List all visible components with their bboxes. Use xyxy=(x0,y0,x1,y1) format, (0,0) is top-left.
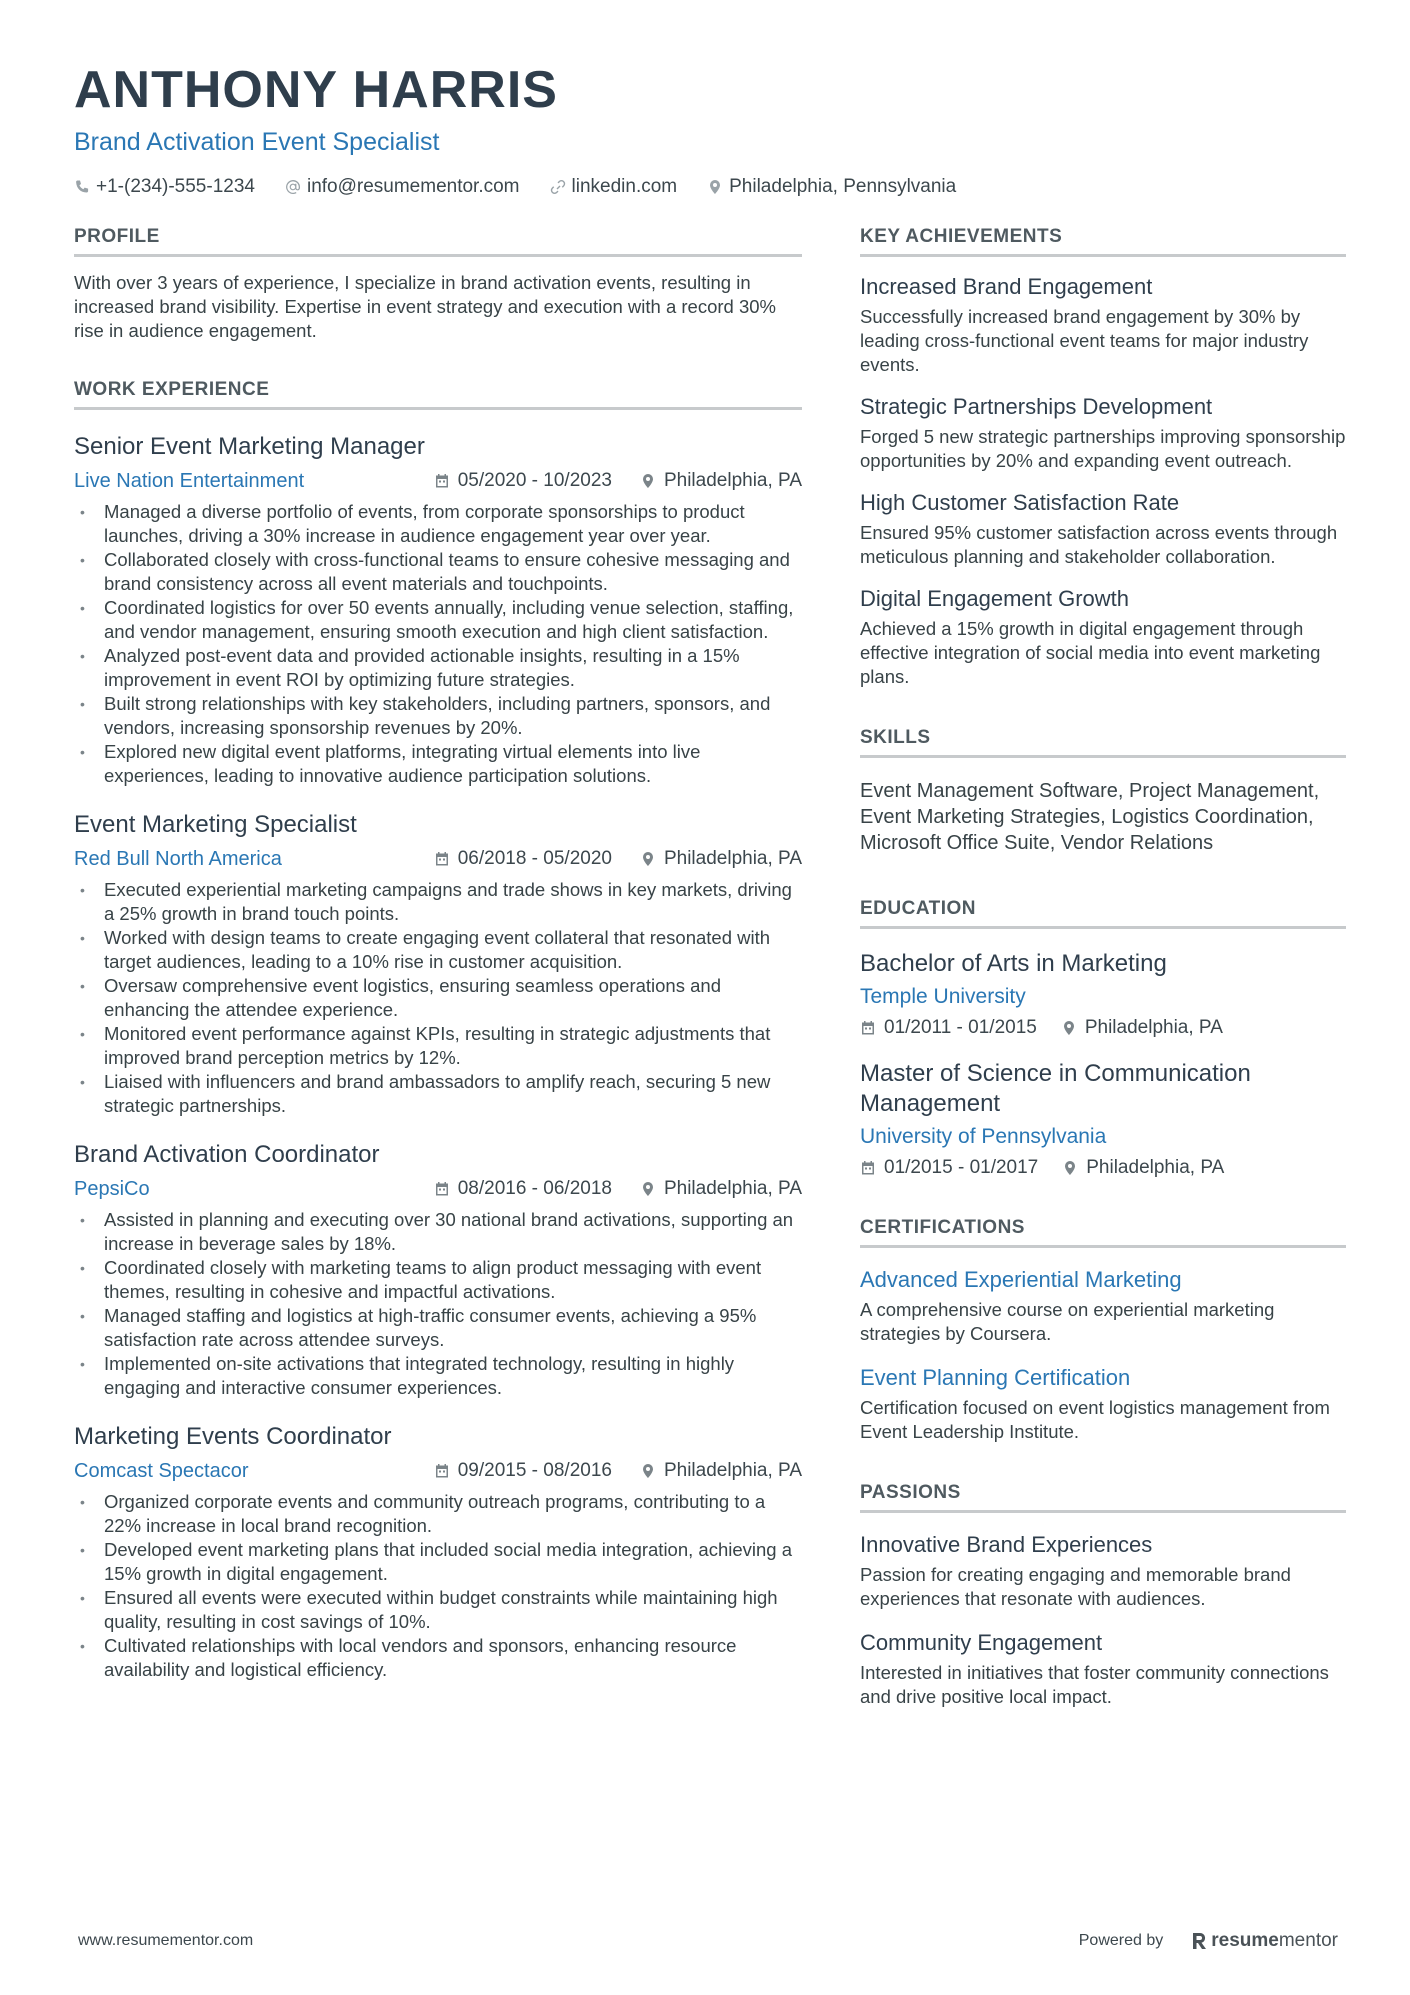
education-dates-text: 01/2015 - 01/2017 xyxy=(884,1157,1039,1178)
education-meta xyxy=(860,1017,1346,1039)
job-meta xyxy=(74,1176,802,1202)
job-location-text: Philadelphia, PA xyxy=(663,1460,802,1481)
email-text: info@resumementor.com xyxy=(306,176,520,197)
bullet-item: • Coordinated logistics for over 50 events annually, including venue selection, staffing, and vendor management, ensuring smooth execution and high client satisfaction. xyxy=(74,596,802,644)
job-dates xyxy=(434,1176,612,1202)
passion-title: Community Engagement xyxy=(860,1630,1103,1655)
achievement-item xyxy=(860,585,1346,689)
bullet-item: • Managed a diverse portfolio of events, from corporate sponsorships to product launches, driving a 30% increase in audience engagement year over year. xyxy=(74,500,802,548)
job-entry xyxy=(74,1140,802,1400)
bullet-item: • Monitored event performance against KPIs, resulting in strategic adjustments that improved brand perception metrics by 12%. xyxy=(74,1022,802,1070)
candidate-role: Brand Activation Event Specialist xyxy=(74,128,440,156)
map-pin-icon xyxy=(640,851,656,867)
job-bullets xyxy=(74,1208,802,1400)
company-name: Red Bull North America xyxy=(74,848,282,870)
bullet-item: • Developed event marketing plans that included social media integration, achieving a 15% growth in digital engagement. xyxy=(74,1538,802,1586)
education-location xyxy=(1062,1157,1224,1179)
contact-phone xyxy=(74,176,255,198)
job-meta xyxy=(74,468,802,494)
map-pin-icon xyxy=(1062,1160,1078,1176)
achievement-list xyxy=(860,273,1346,689)
job-entry xyxy=(74,810,802,1118)
map-pin-icon xyxy=(1061,1020,1077,1036)
logo-bold-text: resume xyxy=(1211,1930,1279,1951)
calendar-icon xyxy=(434,1181,450,1197)
job-location-text: Philadelphia, PA xyxy=(663,1178,802,1199)
link-icon xyxy=(550,179,566,195)
job-location-text: Philadelphia, PA xyxy=(663,848,802,869)
job-meta-right xyxy=(434,846,802,872)
bullet-item: • Coordinated closely with marketing teams to align product messaging with event themes, resulting in cohesive and impactful activations. xyxy=(74,1256,802,1304)
certification-title[interactable]: Event Planning Certification xyxy=(860,1365,1131,1390)
education-location-text: Philadelphia, PA xyxy=(1084,1017,1223,1038)
logo-rest-text: mentor xyxy=(1278,1930,1338,1951)
bullet-item: • Assisted in planning and executing over 30 national brand activations, supporting an increase in beverage sales by 18%. xyxy=(74,1208,802,1256)
bullet-item: • Worked with design teams to create engaging event collateral that resonated with target audiences, leading to a 10% rise in customer acquisition. xyxy=(74,926,802,974)
school-name: University of Pennsylvania xyxy=(860,1125,1107,1148)
job-list xyxy=(74,432,802,1682)
job-location-text: Philadelphia, PA xyxy=(663,470,802,491)
contact-location xyxy=(707,176,956,198)
achievement-desc: Achieved a 15% growth in digital engagement through effective integration of social media into event marketing plans. xyxy=(860,618,1321,687)
job-location xyxy=(640,846,802,872)
bullet-item: • Organized corporate events and community outreach programs, contributing to a 22% increase in local brand recognition. xyxy=(74,1490,802,1538)
bullet-item: • Executed experiential marketing campaigns and trade shows in key markets, driving a 25% growth in brand touch points. xyxy=(74,878,802,926)
profile-text: With over 3 years of experience, I specialize in brand activation events, resulting in increased brand visibility. Expertise in event strategy and execution with a record 30% rise in audience engagement. xyxy=(74,272,776,341)
certification-desc: Certification focused on event logistics management from Event Leadership Institute. xyxy=(860,1397,1330,1442)
education-list xyxy=(860,949,1346,1179)
passion-desc: Passion for creating engaging and memorable brand experiences that resonate with audiences. xyxy=(860,1564,1291,1609)
job-meta xyxy=(74,1458,802,1484)
certification-list xyxy=(860,1266,1346,1444)
page-footer xyxy=(78,1930,1338,1952)
achievements-heading: KEY ACHIEVEMENTS xyxy=(860,226,1346,257)
education-heading: EDUCATION xyxy=(860,898,1346,929)
job-location xyxy=(640,1458,802,1484)
experience-heading: WORK EXPERIENCE xyxy=(74,379,802,410)
job-title: Senior Event Marketing Manager xyxy=(74,433,425,460)
bullet-item: • Ensured all events were executed within budget constraints while maintaining high quality, resulting in cost savings of 10%. xyxy=(74,1586,802,1634)
job-dates xyxy=(434,846,612,872)
achievement-title: High Customer Satisfaction Rate xyxy=(860,490,1180,515)
bullet-item: • Oversaw comprehensive event logistics, ensuring seamless operations and enhancing the attendee experience. xyxy=(74,974,802,1022)
education-dates xyxy=(860,1157,1038,1179)
job-entry xyxy=(74,432,802,788)
map-pin-icon xyxy=(640,473,656,489)
degree-title: Master of Science in Communication Management xyxy=(860,1060,1251,1117)
bullet-item: • Cultivated relationships with local vendors and sponsors, enhancing resource availability and logistical efficiency. xyxy=(74,1634,802,1682)
passion-list xyxy=(860,1531,1346,1709)
profile-heading: PROFILE xyxy=(74,226,802,257)
contact-email[interactable] xyxy=(285,176,520,198)
job-dates xyxy=(434,1458,612,1484)
linkedin-text: linkedin.com xyxy=(571,176,678,197)
job-title: Event Marketing Specialist xyxy=(74,811,357,838)
school-name: Temple University xyxy=(860,985,1026,1008)
achievement-desc: Successfully increased brand engagement by 30% by leading cross-functional event teams for major industry events. xyxy=(860,306,1309,375)
job-title: Brand Activation Coordinator xyxy=(74,1141,380,1168)
job-dates-text: 09/2015 - 08/2016 xyxy=(457,1460,612,1481)
job-bullets xyxy=(74,1490,802,1682)
education-location xyxy=(1061,1017,1223,1039)
left-column xyxy=(74,226,802,1682)
bullet-item: • Built strong relationships with key stakeholders, including partners, sponsors, and vendors, increasing sponsorship revenues by 20%. xyxy=(74,692,802,740)
bullet-item: • Collaborated closely with cross-functional teams to ensure cohesive messaging and brand consistency across all event materials and touchpoints. xyxy=(74,548,802,596)
skills-text: Event Management Software, Project Management, Event Marketing Strategies, Logistics Coordination, Microsoft Office Suite, Vendor Relations xyxy=(860,780,1320,854)
company-name: Live Nation Entertainment xyxy=(74,470,305,492)
at-sign-icon xyxy=(285,179,301,195)
certification-desc: A comprehensive course on experiential marketing strategies by Coursera. xyxy=(860,1299,1275,1344)
map-pin-icon xyxy=(640,1463,656,1479)
job-entry xyxy=(74,1422,802,1682)
certifications-heading: CERTIFICATIONS xyxy=(860,1217,1346,1248)
job-meta-right xyxy=(434,468,802,494)
achievement-item xyxy=(860,393,1346,473)
skills-heading: SKILLS xyxy=(860,727,1346,758)
bullet-item: • Analyzed post-event data and provided actionable insights, resulting in a 15% improvement in event ROI by optimizing future strategies. xyxy=(74,644,802,692)
passion-desc: Interested in initiatives that foster community connections and drive positive local impact. xyxy=(860,1662,1329,1707)
calendar-icon xyxy=(434,473,450,489)
map-pin-icon xyxy=(707,179,723,195)
job-bullets xyxy=(74,500,802,788)
achievement-item xyxy=(860,489,1346,569)
job-title: Marketing Events Coordinator xyxy=(74,1423,392,1450)
powered-by-text: Powered by xyxy=(1078,1932,1164,1949)
education-item xyxy=(860,1059,1346,1179)
calendar-icon xyxy=(860,1020,876,1036)
calendar-icon xyxy=(434,1463,450,1479)
certification-item xyxy=(860,1364,1346,1444)
footer-website[interactable]: www.resumementor.com xyxy=(78,1932,254,1949)
location-text: Philadelphia, Pennsylvania xyxy=(729,176,957,197)
passion-item xyxy=(860,1629,1346,1709)
education-meta xyxy=(860,1157,1346,1179)
job-dates-text: 08/2016 - 06/2018 xyxy=(457,1178,612,1199)
contact-linkedin[interactable] xyxy=(550,176,678,198)
achievement-item xyxy=(860,273,1346,377)
education-location-text: Philadelphia, PA xyxy=(1086,1157,1225,1178)
bullet-item: • Liaised with influencers and brand ambassadors to amplify reach, securing 5 new strategic partnerships. xyxy=(74,1070,802,1118)
passion-title: Innovative Brand Experiences xyxy=(860,1532,1153,1557)
achievement-desc: Ensured 95% customer satisfaction across events through meticulous planning and stakeholder collaboration. xyxy=(860,522,1338,567)
calendar-icon xyxy=(860,1160,876,1176)
bullet-item: • Explored new digital event platforms, integrating virtual elements into live experiences, leading to innovative audience participation solutions. xyxy=(74,740,802,788)
achievement-title: Increased Brand Engagement xyxy=(860,274,1153,299)
company-name: PepsiCo xyxy=(74,1178,150,1200)
achievement-desc: Forged 5 new strategic partnerships improving sponsorship opportunities by 20% and expanding event outreach. xyxy=(860,426,1346,471)
degree-title: Bachelor of Arts in Marketing xyxy=(860,950,1167,977)
company-name: Comcast Spectacor xyxy=(74,1460,249,1482)
resumementor-logo[interactable] xyxy=(1191,1930,1338,1952)
job-meta xyxy=(74,846,802,872)
certification-title[interactable]: Advanced Experiential Marketing xyxy=(860,1267,1182,1292)
job-bullets xyxy=(74,878,802,1118)
bullet-item: • Implemented on-site activations that integrated technology, resulting in highly engaging and interactive consumer experiences. xyxy=(74,1352,802,1400)
contact-bar xyxy=(74,176,1346,198)
passion-item xyxy=(860,1531,1346,1611)
achievement-title: Strategic Partnerships Development xyxy=(860,394,1213,419)
phone-icon xyxy=(74,179,90,195)
education-item xyxy=(860,949,1346,1039)
resume-page xyxy=(74,56,1346,1707)
achievement-title: Digital Engagement Growth xyxy=(860,586,1130,611)
education-dates-text: 01/2011 - 01/2015 xyxy=(884,1017,1037,1038)
right-column xyxy=(860,226,1346,1709)
phone-text: +1-(234)-555-1234 xyxy=(96,176,255,197)
certification-item xyxy=(860,1266,1346,1346)
map-pin-icon xyxy=(640,1181,656,1197)
job-dates-text: 05/2020 - 10/2023 xyxy=(457,470,612,491)
job-location xyxy=(640,468,802,494)
job-location xyxy=(640,1176,802,1202)
job-meta-right xyxy=(434,1176,802,1202)
job-meta-right xyxy=(434,1458,802,1484)
candidate-name: ANTHONY HARRIS xyxy=(74,61,558,119)
job-dates-text: 06/2018 - 05/2020 xyxy=(457,848,612,869)
logo-mark-icon xyxy=(1191,1932,1207,1950)
job-dates xyxy=(434,468,612,494)
footer-brand xyxy=(1079,1930,1338,1952)
passions-heading: PASSIONS xyxy=(860,1482,1346,1513)
education-dates xyxy=(860,1017,1037,1039)
calendar-icon xyxy=(434,851,450,867)
bullet-item: • Managed staffing and logistics at high-traffic consumer events, achieving a 95% satisfaction rate across attendee surveys. xyxy=(74,1304,802,1352)
